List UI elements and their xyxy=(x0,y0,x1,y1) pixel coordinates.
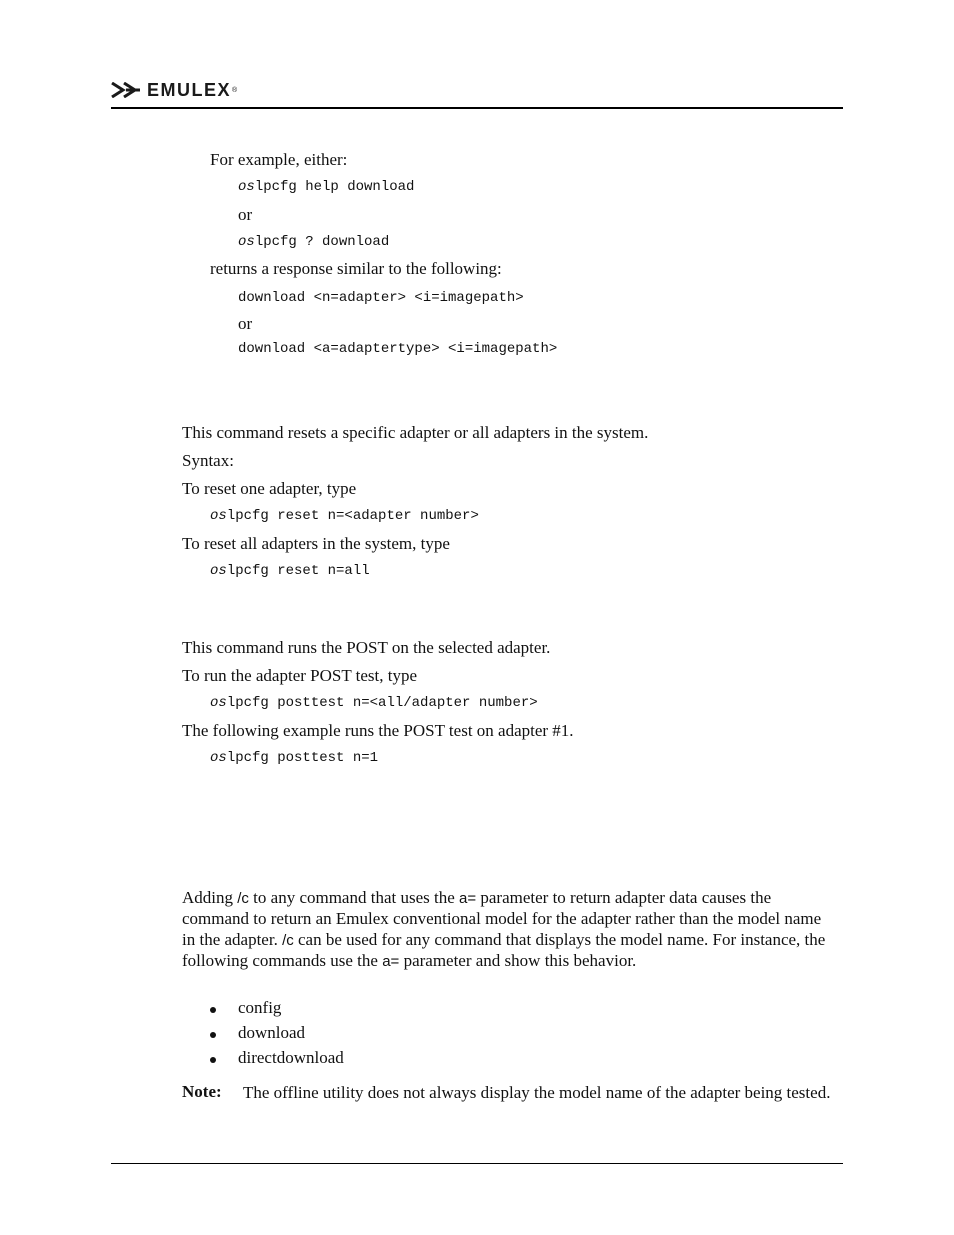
reset-all-label: To reset all adapters in the system, type xyxy=(182,534,450,553)
download-response-1: download <n=adapter> <i=imagepath> xyxy=(238,290,524,306)
note-label: Note: xyxy=(182,1082,222,1101)
download-help-command: oslpcfg help download xyxy=(238,179,415,195)
posttest-example-label: The following example runs the POST test on adapter #1. xyxy=(182,721,574,740)
list-item: config xyxy=(238,998,282,1017)
header-rule xyxy=(111,107,843,109)
reset-one-command: oslpcfg reset n=<adapter number> xyxy=(210,508,479,524)
posttest-command: oslpcfg posttest n=<all/adapter number> xyxy=(210,695,538,711)
reset-all-command: oslpcfg reset n=all xyxy=(210,563,370,579)
posttest-example-command: oslpcfg posttest n=1 xyxy=(210,750,379,766)
list-item: directdownload xyxy=(238,1048,344,1067)
emulex-logo xyxy=(111,80,237,100)
or-text: or xyxy=(238,205,253,224)
logo-trademark: ® xyxy=(232,86,238,94)
download-example-intro: For example, either: xyxy=(210,150,348,169)
note-text: The offline utility does not always display the model name of the adapter being tested. xyxy=(243,1083,831,1102)
bullet-icon xyxy=(210,1007,216,1013)
bullet-icon xyxy=(210,1057,216,1063)
reset-description: This command resets a specific adapter or all adapters in the system. xyxy=(182,423,649,442)
reset-one-label: To reset one adapter, type xyxy=(182,479,357,498)
posttest-description: This command runs the POST on the selected adapter. xyxy=(182,638,551,657)
download-response-2: download <a=adaptertype> <i=imagepath> xyxy=(238,341,558,357)
logo-wordmark: EMULEX xyxy=(147,79,232,100)
download-question-command: oslpcfg ? download xyxy=(238,234,390,250)
emulex-logo-icon xyxy=(111,82,141,98)
syntax-label: Syntax: xyxy=(182,451,234,470)
returns-text: returns a response similar to the following: xyxy=(210,259,502,278)
conventional-model-paragraph: Adding /c to any command that uses the a= parameter to return adapter data causes the command to return an Emulex conventional model for the adapter rather than the model name in the adapter. /c can be used for any command that displays the model name. For instance, the following commands use the a= parameter and show this behavior. xyxy=(182,888,826,971)
bullet-icon xyxy=(210,1032,216,1038)
or-text: or xyxy=(238,314,253,333)
posttest-run-label: To run the adapter POST test, type xyxy=(182,666,418,685)
list-item: download xyxy=(238,1023,306,1042)
footer-rule xyxy=(111,1163,843,1164)
